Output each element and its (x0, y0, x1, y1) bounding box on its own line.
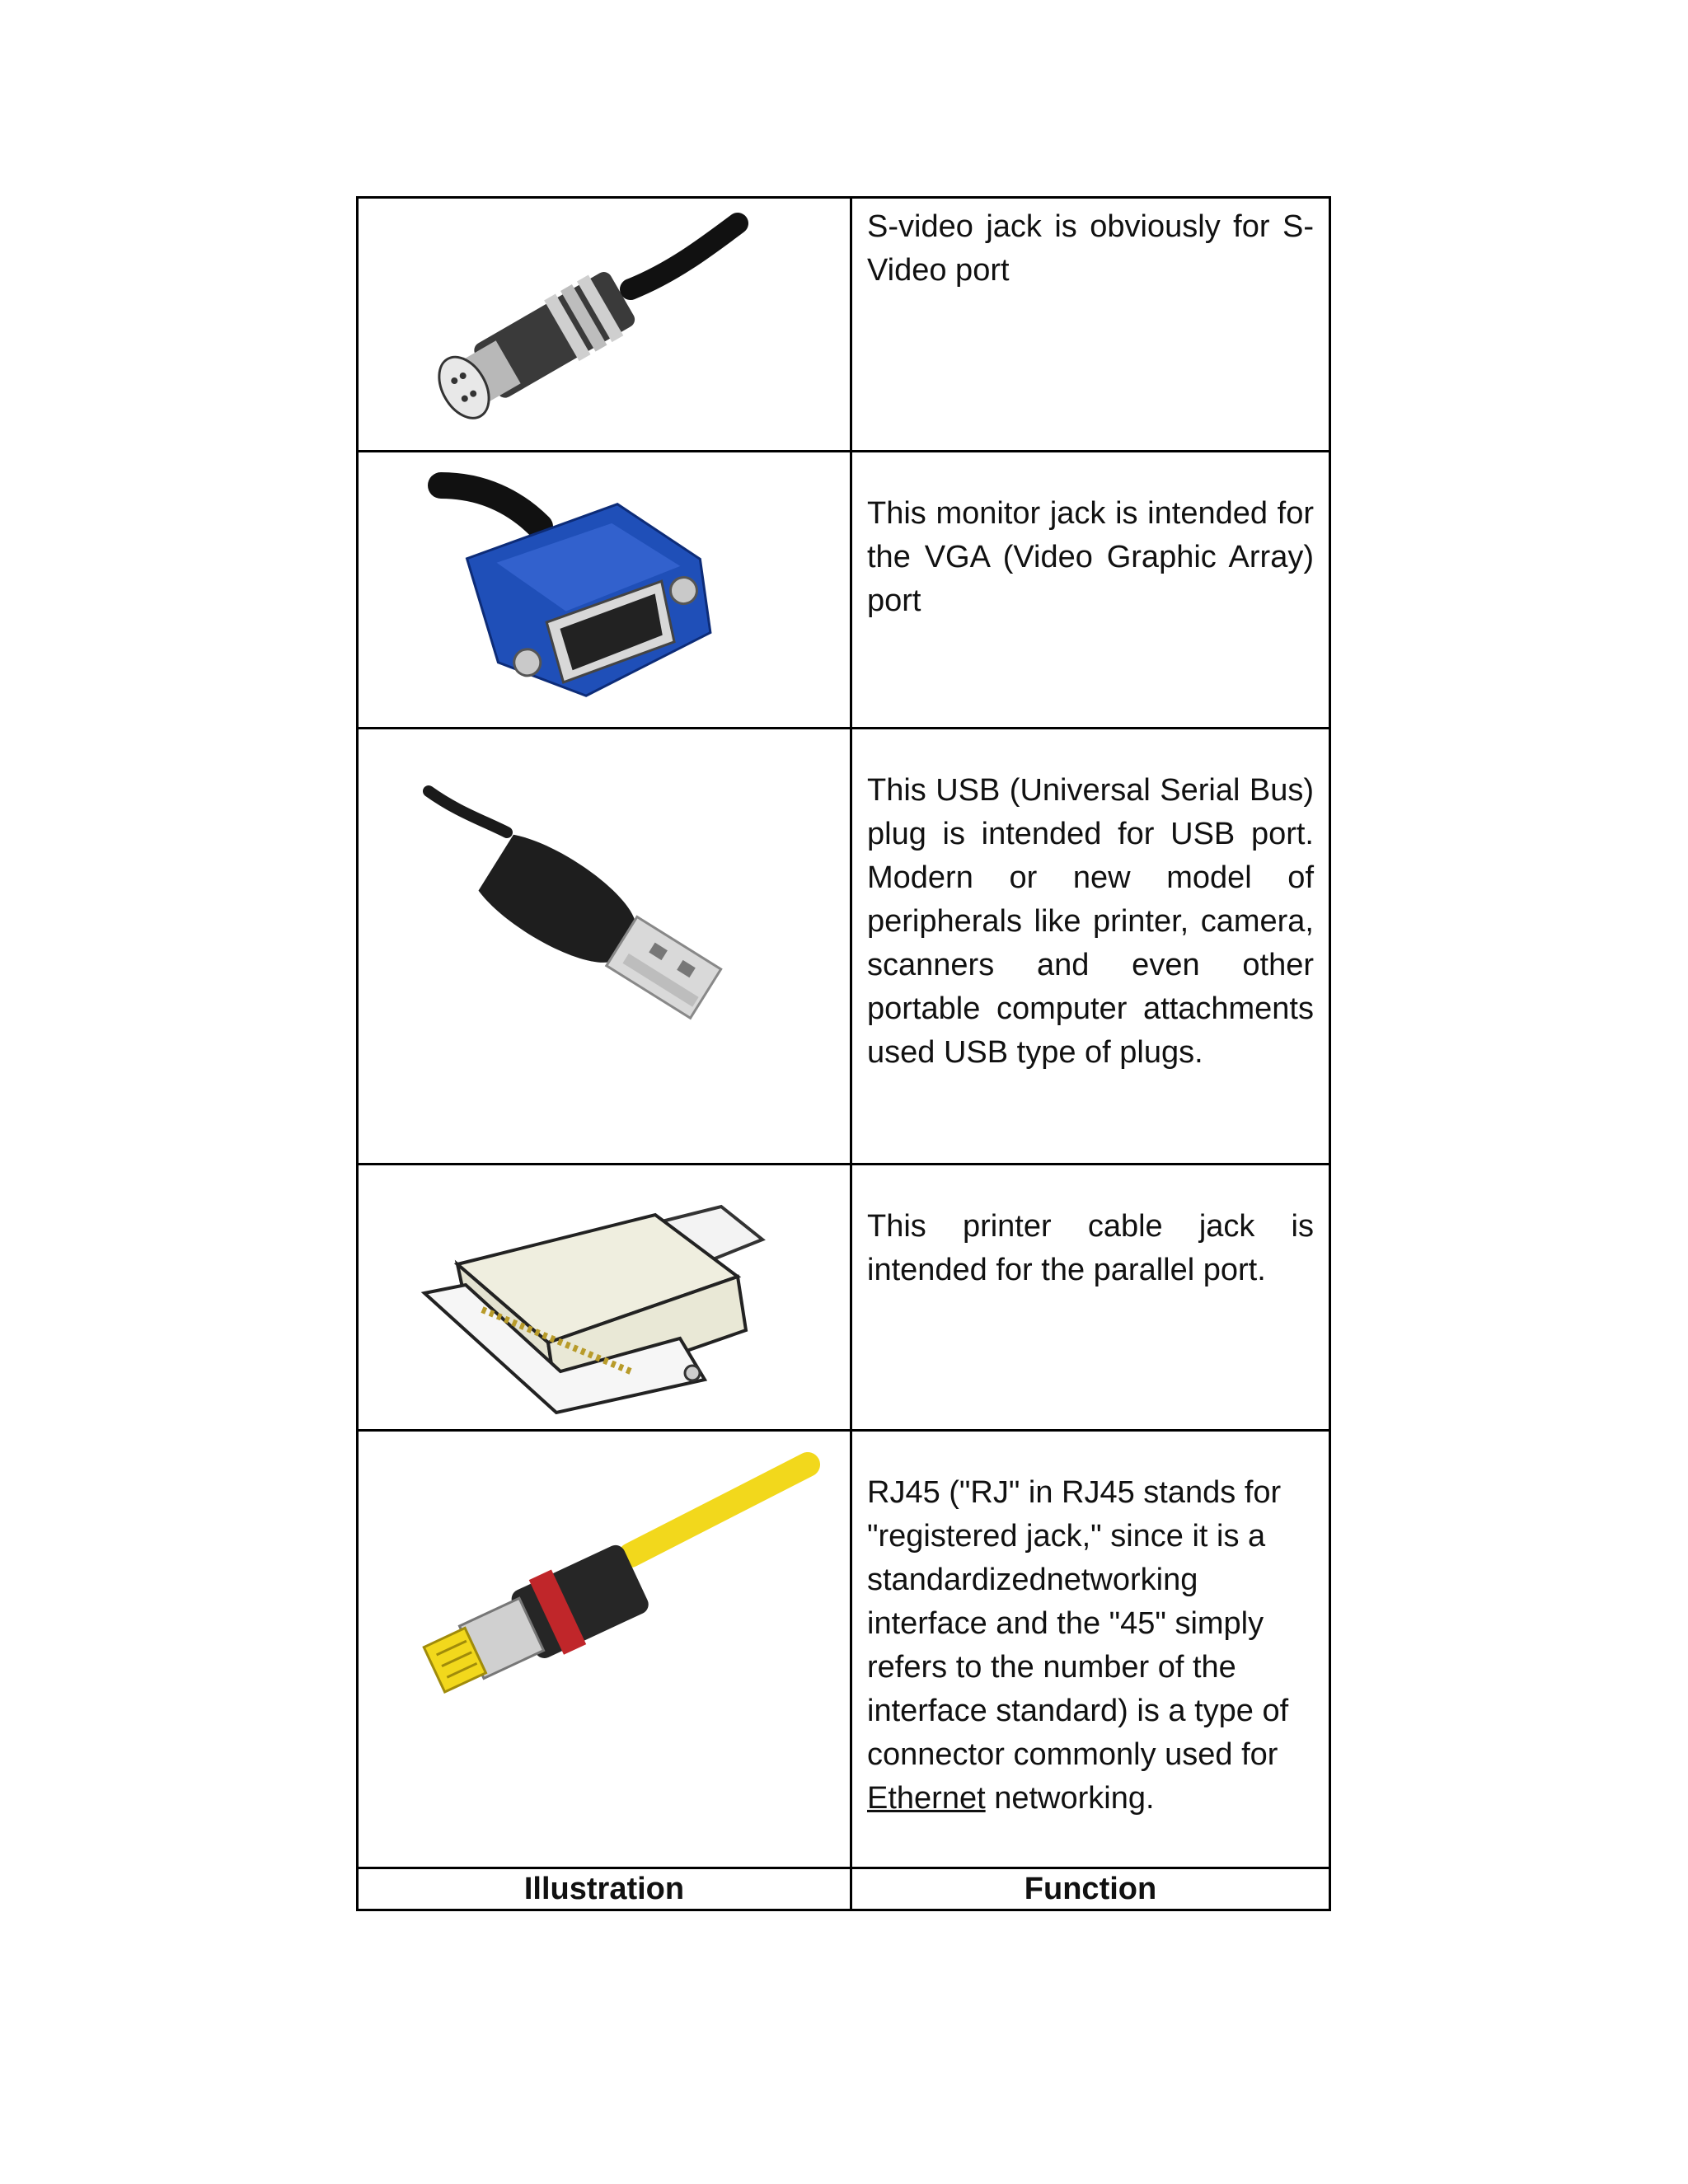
illustration-cell (358, 198, 851, 452)
table-row (358, 729, 1330, 1165)
function-cell (851, 1431, 1330, 1868)
function-header: Function (851, 1868, 1330, 1910)
vga-connector-icon (359, 452, 850, 727)
s-video-description: S-video jack is obviously for S-Video port (867, 209, 1314, 288)
table-row (358, 452, 1330, 729)
illustration-header: Illustration (358, 1868, 851, 1910)
illustration-cell (358, 452, 851, 729)
rj45-connector-icon (359, 1432, 850, 1867)
illustration-cell (358, 729, 851, 1165)
connectors-table (356, 196, 1331, 1911)
table-row (358, 198, 1330, 452)
table-header-row (358, 1868, 1330, 1910)
s-video-connector-icon (359, 199, 850, 450)
table-row (358, 1165, 1330, 1431)
function-cell (851, 729, 1330, 1165)
printer-description: This printer cable jack is intended for the parallel port. (867, 1209, 1314, 1287)
function-cell (851, 1165, 1330, 1431)
rj45-description-end: networking. (985, 1781, 1155, 1816)
table-row (358, 1431, 1330, 1868)
vga-description: This monitor jack is intended for the VGA (Video Graphic Array) port (867, 496, 1314, 618)
usb-plug-icon (359, 729, 850, 1163)
function-cell (851, 452, 1330, 729)
rj45-description (852, 1432, 1329, 1821)
function-cell (851, 198, 1330, 452)
parallel-printer-connector-icon (359, 1165, 850, 1429)
rj45-description-text: RJ45 ("RJ" in RJ45 stands for "registered jack," since it is a standardizednetworking interface and the "45" simply refers to the number of the interface standard) is a type of connector commonly used for (867, 1475, 1289, 1772)
illustration-cell (358, 1165, 851, 1431)
usb-description: This USB (Universal Serial Bus) plug is intended for USB port. Modern or new model of peripherals like printer, camera, scanners and even other portable computer attachments used USB type of plugs. (867, 773, 1314, 1070)
illustration-cell (358, 1431, 851, 1868)
ethernet-link[interactable]: Ethernet (867, 1781, 986, 1816)
